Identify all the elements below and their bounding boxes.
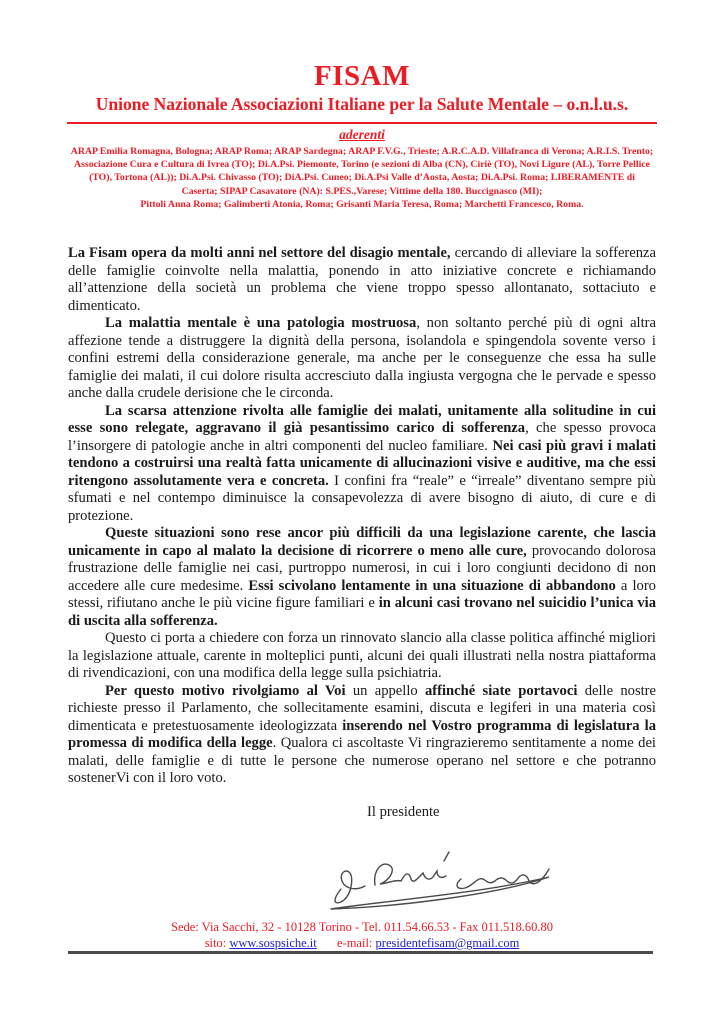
body-paragraph bbox=[68, 683, 656, 788]
header-divider bbox=[67, 122, 657, 124]
bold-run: inserendo nel Vostro programma di legislatura la promessa di modifica della legge bbox=[68, 717, 656, 752]
sito-label: sito: bbox=[204, 936, 227, 950]
bold-run: La scarsa attenzione rivolta alle famiglie dei malati, unitamente alla solitudine in cui esse sono relegate, aggravano il già pesantissimo carico di sofferenza bbox=[68, 402, 656, 437]
text-run: . Qualora ci ascoltaste Vi ringrazieremo sentitamente a nome dei malati, delle famiglie e di tutte le persone che numerose operano nel settore e che potranno sostenerVi con il loro voto. bbox=[68, 735, 656, 787]
bold-run: Queste situazioni sono rese ancor più difficili da una legislazione carente, che lascia unicamente in capo al malato la decisione di ricorrere o meno alle cure, bbox=[68, 525, 656, 559]
email-label: e-mail: bbox=[337, 936, 373, 950]
body-paragraph bbox=[68, 525, 656, 630]
bold-run: Essi scivolano lentamente in una situazione di abbandono bbox=[248, 577, 616, 594]
text-run: , che spesso provoca l’insorgere di patologie anche in altri componenti del nucleo familiare. bbox=[68, 420, 656, 454]
signoff: Il presidente bbox=[367, 803, 440, 820]
aderenti-heading: aderenti bbox=[339, 127, 385, 142]
bold-run: Nei casi più gravi i malati tendono a costruirsi una realtà fatta unicamente di allucinazioni visive e auditive, ma che essi ritengono assolutamente vera e concreta. bbox=[68, 437, 656, 489]
signature-svg bbox=[323, 831, 555, 923]
body-paragraph bbox=[68, 630, 656, 683]
footer-divider bbox=[68, 951, 653, 954]
letter-body bbox=[68, 245, 656, 788]
letterhead bbox=[0, 0, 724, 211]
bold-run: La malattia mentale è una patologia mostruosa bbox=[105, 315, 417, 332]
bold-run: affinché siate portavoci bbox=[424, 682, 578, 699]
bold-run: La Fisam opera da molti anni nel settore del disagio mentale, bbox=[68, 245, 451, 262]
website-link[interactable]: www.sospsiche.it bbox=[229, 936, 317, 950]
text-run: provocando dolorosa frustrazione delle famiglie nei casi, purtroppo numerosi, in cui i loro congiunti decidono di non accedere alle cure medesime. bbox=[68, 542, 657, 594]
org-title: FISAM bbox=[314, 60, 410, 92]
body-paragraph bbox=[68, 403, 656, 526]
aderenti-list bbox=[38, 145, 686, 211]
text-run: delle nostre richieste presso il Parlamento, che sollecitamente esamini, discuta e legiferi in una materia così dimenticata e pretestuosamente ideologizzata bbox=[68, 682, 657, 734]
text-run: Questo ci porta a chiedere con forza un rinnovato slancio alla classe politica affinché migliori la legislazione attuale, carente in molteplici punti, alcuni dei quali illustrati nella nostra piattaforma di rivendicazioni, con una modifica della legge sulla psichiatria. bbox=[68, 630, 656, 682]
aderenti-line: Pittoli Anna Roma; Galimberti Atonia, Roma; Grisanti Maria Teresa, Roma; Marchetti Francesco, Roma. bbox=[140, 198, 584, 210]
bold-run: Per questo motivo rivolgiamo al Voi bbox=[105, 682, 346, 699]
footer-address: Sede: Via Sacchi, 32 - 10128 Torino - Tel. 011.54.66.53 - Fax 011.518.60.80 bbox=[171, 920, 553, 934]
email-link[interactable]: presidentefisam@gmail.com bbox=[375, 936, 520, 950]
aderenti-line: Caserta; SIPAP Casavatore (NA): S.PES.,Varese; Vittime della 180. Buccignasco (MI); bbox=[181, 185, 543, 197]
aderenti-line: ARAP Emilia Romagna, Bologna; ARAP Roma; ARAP Sardegna; ARAP F.V.G., Trieste; A.R.C.A.D. Villafranca di Verona; A.R.I.S. Trento; bbox=[70, 146, 654, 157]
aderenti-line: Associazione Cura e Cultura di Ivrea (TO); Di.A.Psi. Piemonte, Torino (e sezioni di Alba (CN), Ciriè (TO), Novi Ligure (AL), Torre Pellice bbox=[74, 159, 650, 171]
body-paragraph bbox=[68, 315, 656, 403]
aderenti-line: (TO), Tortona (AL)); Di.A.Psi. Chivasso (TO); DiA.Psi. Cuneo; Di.A.Psi Valle d’Aosta, Aosta; Di.A.Psi. Roma; LIBERAMENTE di bbox=[89, 172, 635, 184]
footer-links bbox=[0, 935, 724, 951]
text-run: , non soltanto perché più di ogni altra affezione tende a distruggere la dignità della persona, isolandola e spingendola sovente verso i confini estremi della considerazione generale, ma anche per le conseguenze che essa ha sulle famiglie dei malati, il cui dolore risulta accresciuto dalla ingiusta vergogna che le pervade e spesso anche dalla crudele derisione che le circonda. bbox=[68, 315, 656, 402]
signature-image bbox=[323, 831, 555, 923]
bold-run: in alcuni casi trovano nel suicidio l’unica via di uscita alla sofferenza. bbox=[68, 595, 656, 629]
text-run: cercando di alleviare la sofferenza delle famiglie coinvolte nella malattia, ponendo in atto iniziative concrete e richiamando all’attenzione della società un problema che viene troppo spesso allontanato, sottaciuto e dimenticato. bbox=[68, 245, 657, 314]
footer-contact bbox=[0, 919, 724, 951]
text-run: a loro stessi, rifiutano anche le più vicine figure familiari e bbox=[68, 577, 656, 612]
body-paragraph bbox=[68, 245, 656, 315]
text-run: I confini fra “reale” e “irreale” diventano sempre più sfumati e nel contempo diminuisce la consapevolezza di avere bisogno di aiuto, di cure e di protezione. bbox=[68, 472, 656, 524]
org-subtitle: Unione Nazionale Associazioni Italiane per la Salute Mentale – o.n.l.u.s. bbox=[95, 94, 629, 114]
text-run: un appello bbox=[345, 682, 425, 699]
